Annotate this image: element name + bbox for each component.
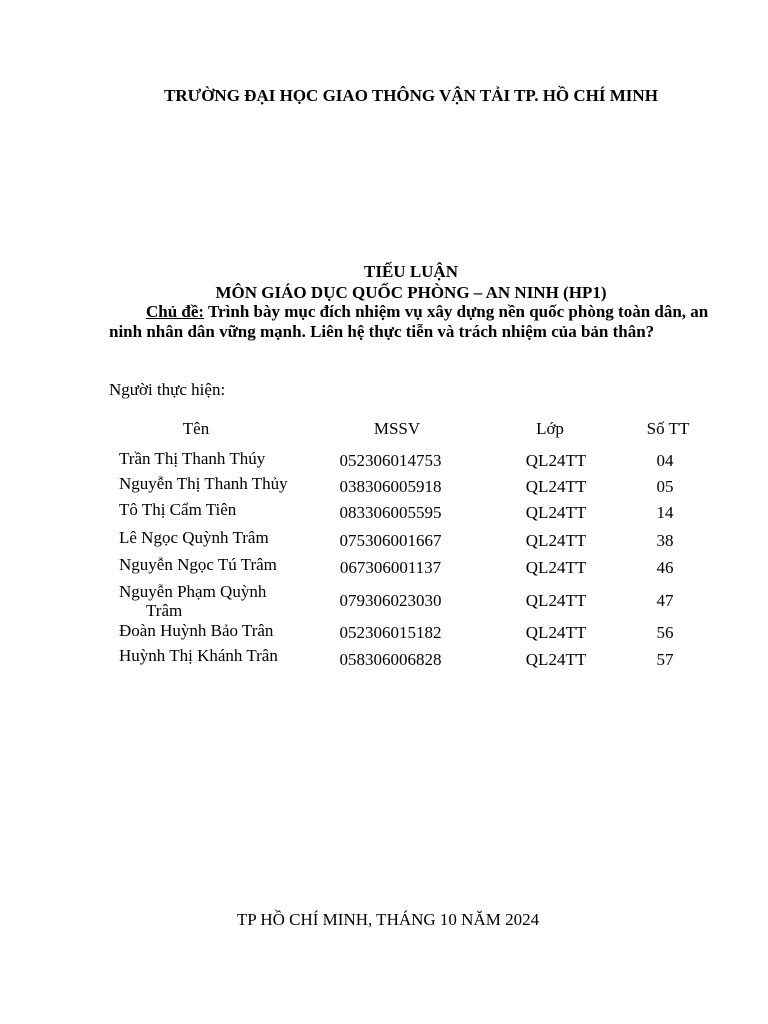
student-number: 46 bbox=[656, 558, 674, 577]
essay-topic bbox=[109, 302, 709, 342]
student-id: 052306014753 bbox=[339, 451, 442, 470]
student-id: 079306023030 bbox=[339, 591, 442, 610]
student-name: Tô Thị Cẩm Tiên bbox=[119, 500, 237, 519]
student-id: 058306006828 bbox=[339, 650, 442, 669]
course-subject: MÔN GIÁO DỤC QUỐC PHÒNG – AN NINH (HP1) bbox=[215, 283, 607, 302]
student-name: Nguyễn Thị Thanh Thủy bbox=[119, 474, 288, 493]
place-and-date: TP HỒ CHÍ MINH, THÁNG 10 NĂM 2024 bbox=[236, 910, 540, 929]
student-name-line: Nguyễn Phạm Quỳnh bbox=[119, 582, 267, 601]
student-id: 083306005595 bbox=[339, 503, 442, 522]
student-id: 067306001137 bbox=[339, 558, 442, 577]
performers-label: Người thực hiện: bbox=[109, 380, 226, 399]
header-name: Tên bbox=[182, 419, 210, 438]
school-name: TRƯỜNG ĐẠI HỌC GIAO THÔNG VẬN TẢI TP. HỒ CHÍ MINH bbox=[164, 86, 658, 105]
student-class: QL24TT bbox=[525, 531, 587, 550]
topic-text: Trình bày mục đích nhiệm vụ xây dựng nền quốc phòng toàn dân, an ninh nhân dân vững mạnh. Liên hệ thực tiễn và trách nhiệm của bản thân? bbox=[109, 302, 709, 341]
topic-label: Chủ đề: bbox=[146, 302, 205, 321]
header-class: Lớp bbox=[536, 419, 564, 438]
student-number: 05 bbox=[656, 477, 674, 496]
student-class: QL24TT bbox=[525, 650, 587, 669]
student-name-continued: Trâm bbox=[146, 601, 183, 620]
student-number: 04 bbox=[656, 451, 674, 470]
student-number: 14 bbox=[656, 503, 674, 522]
header-number: Số TT bbox=[646, 419, 690, 438]
student-class: QL24TT bbox=[525, 591, 587, 610]
student-id: 038306005918 bbox=[339, 477, 442, 496]
student-id: 052306015182 bbox=[339, 623, 442, 642]
student-name: Nguyễn Ngọc Tú Trâm bbox=[119, 555, 277, 574]
student-number: 56 bbox=[656, 623, 674, 642]
student-number: 47 bbox=[656, 591, 674, 610]
student-name bbox=[119, 582, 309, 620]
student-class: QL24TT bbox=[525, 451, 587, 470]
header-student-id: MSSV bbox=[373, 419, 421, 438]
student-name: Huỳnh Thị Khánh Trân bbox=[119, 646, 278, 665]
student-name: Trần Thị Thanh Thúy bbox=[119, 449, 266, 468]
student-name: Đoàn Huỳnh Bảo Trân bbox=[119, 621, 274, 640]
student-number: 38 bbox=[656, 531, 674, 550]
student-number: 57 bbox=[656, 650, 674, 669]
document-type: TIẾU LUẬN bbox=[364, 262, 458, 281]
student-class: QL24TT bbox=[525, 477, 587, 496]
student-class: QL24TT bbox=[525, 558, 587, 577]
student-class: QL24TT bbox=[525, 623, 587, 642]
student-name: Lê Ngọc Quỳnh Trâm bbox=[119, 528, 269, 547]
student-class: QL24TT bbox=[525, 503, 587, 522]
student-id: 075306001667 bbox=[339, 531, 442, 550]
